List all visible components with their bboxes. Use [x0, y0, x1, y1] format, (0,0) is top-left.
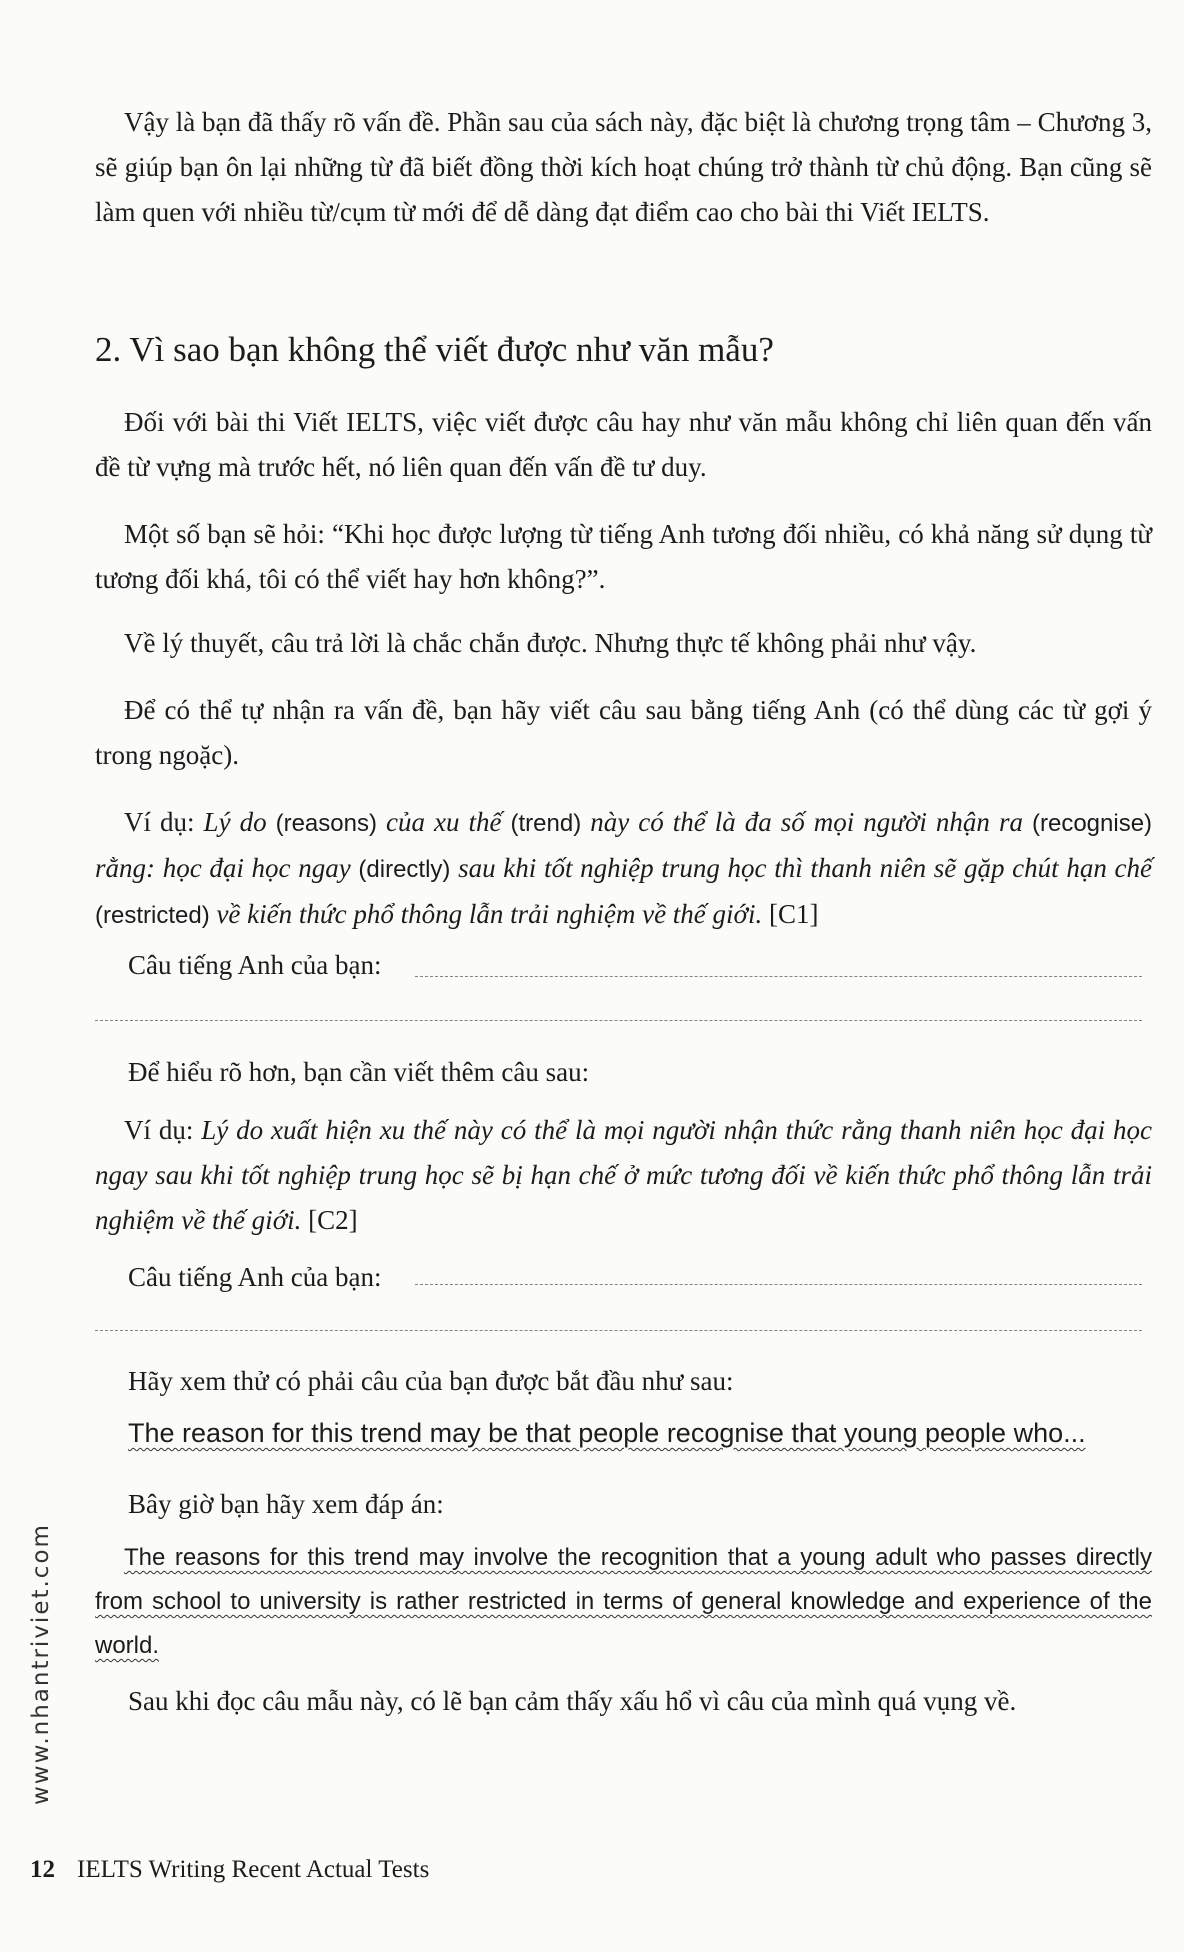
answer-sentence: The reasons for this trend may involve the recognition that a young adult who passes directly from school to university is rather restricted in terms of general knowledge and experience of the world.	[95, 1544, 1152, 1659]
paragraph: Đối với bài thi Viết IELTS, việc viết được câu hay như văn mẫu không chỉ liên quan đến vấn đề từ vựng mà trước hết, nó liên quan đến vấn đề tư duy.	[95, 407, 1152, 482]
check-sentence: The reason for this trend may be that people recognise that young people who...	[128, 1418, 1086, 1448]
example-text: Lý do xuất hiện xu thế này có thể là mọi người nhận thức rằng thanh niên học đại học ngay sau khi tốt nghiệp trung học sẽ bị hạn chế ở mức tương đối về kiến thức phổ thông lẫn trải nghiệm về thế giới.	[95, 1115, 1152, 1235]
check-prompt: Hãy xem thử có phải câu của bạn được bắt đầu như sau:	[128, 1366, 734, 1396]
answer-line[interactable]	[95, 1330, 1142, 1331]
example-hint-word: (directly)	[358, 856, 451, 883]
answer-line[interactable]	[95, 1020, 1142, 1021]
answer-intro: Bây giờ bạn hãy xem đáp án:	[128, 1489, 444, 1519]
example-hint-word: [C1]	[762, 899, 819, 929]
closing-text: Sau khi đọc câu mẫu này, có lẽ bạn cảm thấy xấu hổ vì câu của mình quá vụng về.	[128, 1686, 1017, 1716]
example-italic-text: này có thể là đa số mọi người nhận ra	[581, 807, 1032, 837]
example-hint-word: (trend)	[510, 810, 582, 837]
example-italic-text: rằng: học đại học ngay	[95, 853, 359, 883]
book-title: IELTS Writing Recent Actual Tests	[77, 1856, 430, 1883]
answer-line[interactable]	[415, 976, 1142, 977]
example-label: Ví dụ:	[124, 1115, 194, 1145]
answer-line[interactable]	[415, 1284, 1142, 1285]
paragraph: Để có thể tự nhận ra vấn đề, bạn hãy viết câu sau bằng tiếng Anh (có thể dùng các từ gợi ý trong ngoặc).	[95, 695, 1152, 770]
publisher-url: www.nhantriviet.com	[28, 1523, 54, 1805]
intro-paragraph: Vậy là bạn đã thấy rõ vấn đề. Phần sau của sách này, đặc biệt là chương trọng tâm – Chương 3, sẽ giúp bạn ôn lại những từ đã biết đồng thời kích hoạt chúng trở thành từ chủ động. Bạn cũng sẽ làm quen với nhiều từ/cụm từ mới để dễ dàng đạt điểm cao cho bài thi Viết IELTS.	[95, 107, 1152, 227]
example-1	[95, 800, 1152, 938]
example-italic-text: sau khi tốt nghiệp trung học thì thanh niên sẽ gặp chút hạn chế	[450, 853, 1152, 883]
example-hint-word: (recognise)	[1031, 810, 1153, 837]
example-2	[95, 1108, 1152, 1243]
answer-prompt: Câu tiếng Anh của bạn:	[128, 1262, 382, 1292]
example-italic-text: của xu thế	[376, 807, 511, 837]
example-label: Ví dụ:	[124, 807, 195, 837]
example-hint-word: (restricted)	[95, 902, 210, 929]
paragraph: Về lý thuyết, câu trả lời là chắc chắn được. Nhưng thực tế không phải như vậy.	[124, 628, 977, 658]
followup-text: Để hiểu rõ hơn, bạn cần viết thêm câu sau:	[128, 1057, 590, 1087]
page-number: 12	[30, 1856, 55, 1883]
example-tag: [C2]	[301, 1205, 358, 1235]
section-heading: 2. Vì sao bạn không thể viết được như văn mẫu?	[95, 330, 774, 369]
example-hint-word: (reasons)	[275, 810, 377, 837]
answer-prompt: Câu tiếng Anh của bạn:	[128, 950, 382, 980]
paragraph: Một số bạn sẽ hỏi: “Khi học được lượng từ tiếng Anh tương đối nhiều, có khả năng sử dụng từ tương đối khá, tôi có thể viết hay hơn không?”.	[95, 519, 1152, 594]
page-footer	[30, 1856, 429, 1884]
example-italic-text: về kiến thức phổ thông lẫn trải nghiệm về thế giới.	[209, 899, 763, 929]
example-italic-text: Lý do	[194, 807, 276, 837]
